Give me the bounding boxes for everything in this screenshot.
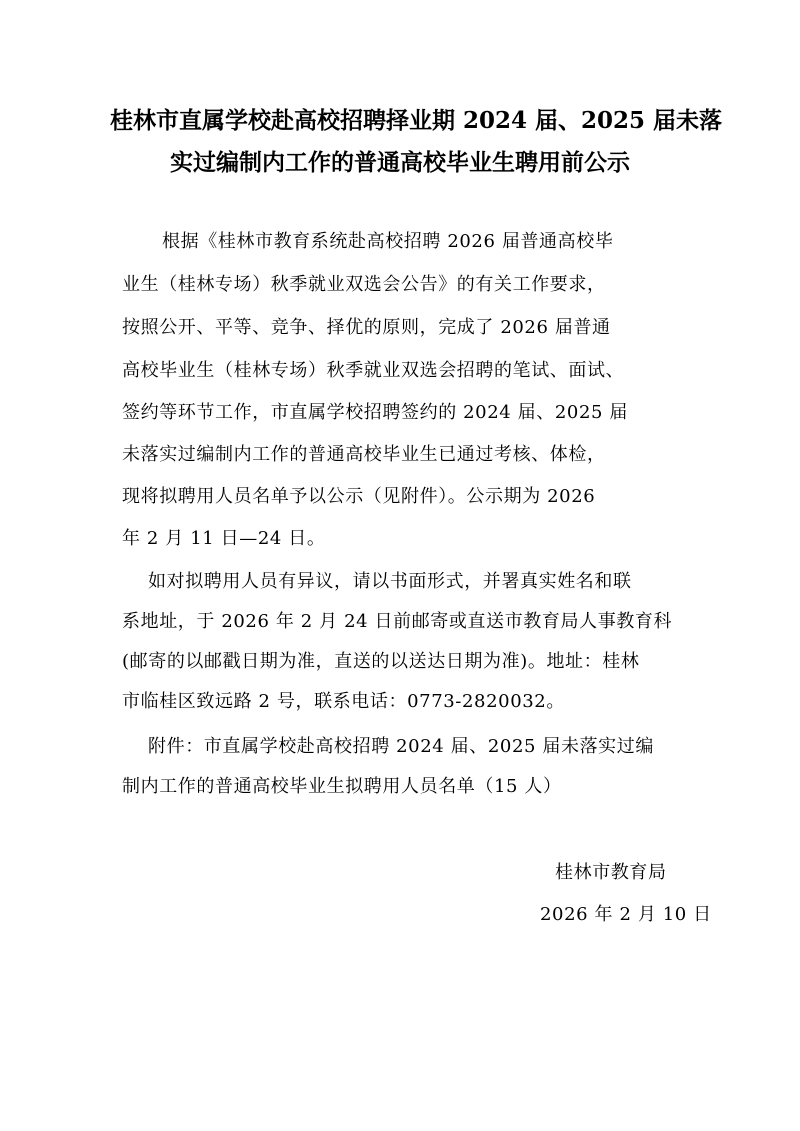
document-title <box>110 100 723 184</box>
paragraph1-line-4: 高校毕业生（桂林专场）秋季就业双选会招聘的笔试、面试、 <box>122 360 625 381</box>
paragraph1-line-1: 根据《桂林市教育系统赴高校招聘 2026 届普通高校毕 <box>162 231 614 252</box>
paragraph1-line-6: 未落实过编制内工作的普通高校毕业生已通过考核、体检， <box>122 444 606 465</box>
paragraph2-line-3: (邮寄的以邮戳日期为准，直送的以送达日期为准)。地址：桂林 <box>122 651 640 672</box>
signature-organization: 桂林市教育局 <box>555 862 667 883</box>
paragraph1-line-7: 现将拟聘用人员名单予以公示（见附件）。公示期为 2026 <box>122 486 596 507</box>
paragraph2-line-2: 系地址，于 2026 年 2 月 24 日前邮寄或直送市教育局人事教育科 <box>122 611 673 632</box>
attachment-line-1: 附件：市直属学校赴高校招聘 2024 届、2025 届未落实过编 <box>148 736 654 757</box>
paragraph1-line-5: 签约等环节工作，市直属学校招聘签约的 2024 届、2025 届 <box>122 402 628 423</box>
title-line-1: 桂林市直属学校赴高校招聘择业期 2024 届、2025 届未落 <box>110 107 723 134</box>
paragraph2-line-4: 市临桂区致远路 2 号，联系电话：0773-2820032。 <box>122 691 565 712</box>
title-line-2: 实过编制内工作的普通高校毕业生聘用前公示 <box>170 149 630 176</box>
paragraph1-line-8: 年 2 月 11 日—24 日。 <box>122 528 326 549</box>
attachment-line-2: 制内工作的普通高校毕业生拟聘用人员名单（15 人） <box>122 776 562 797</box>
paragraph2-line-1: 如对拟聘用人员有异议，请以书面形式，并署真实姓名和联 <box>148 571 632 592</box>
paragraph1-line-2: 业生（桂林专场）秋季就业双选会公告》的有关工作要求， <box>122 274 606 295</box>
signature-date: 2026 年 2 月 10 日 <box>540 904 712 925</box>
paragraph1-line-3: 按照公开、平等、竞争、择优的原则，完成了 2026 届普通 <box>122 317 611 338</box>
